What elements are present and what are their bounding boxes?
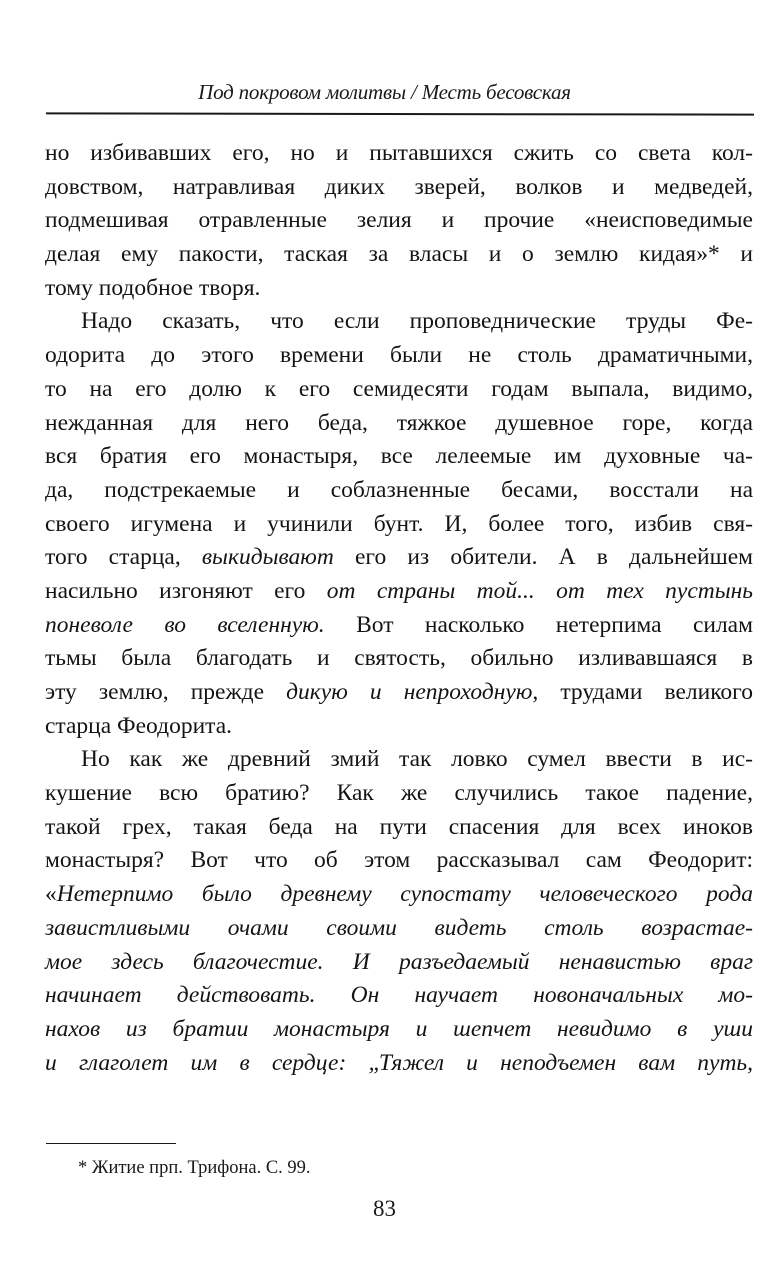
text-run: то на его долю к его семидесяти годам выпала, видимо, — [45, 375, 753, 402]
text-run: его из обители. А в дальнейшем — [333, 544, 754, 571]
text-run: Надо сказать, что если проповеднические труды Фе- — [81, 308, 753, 335]
text-run: делая ему пакости, таская за власы и о землю кидая»* и — [45, 241, 753, 268]
footnote-divider — [46, 1143, 176, 1144]
text-line — [45, 171, 753, 205]
text-line — [45, 373, 753, 407]
text-line — [45, 272, 753, 306]
running-header: Под покровом молитвы / Месть бесовская — [198, 80, 571, 104]
text-run: вся братия его монастыря, все лелеемые им духовные ча- — [45, 443, 753, 470]
text-run: тому подобное творя. — [45, 274, 261, 301]
text-line — [45, 642, 753, 676]
text-run: своего игумена и учинили бунт. И, более того, избив свя- — [45, 510, 753, 537]
text-run: да, подстрекаемые и соблазненные бесами, восстали на — [45, 476, 753, 503]
italic-text: начинает действовать. Он научает новоначальных мо- — [45, 982, 753, 1009]
footnote: * Житие прп. Трифона. С. 99. — [78, 1158, 311, 1178]
text-line — [45, 204, 753, 238]
text-line — [45, 710, 753, 744]
text-line — [45, 508, 753, 542]
text-line — [45, 676, 753, 710]
italic-text: нахов из братии монастыря и шепчет невидимо в уши — [45, 1015, 753, 1042]
text-run: довством, натравливая диких зверей, волков и медведей, — [45, 173, 753, 200]
text-line — [45, 979, 753, 1013]
text-line — [45, 305, 753, 339]
text-line — [45, 878, 753, 912]
italic-text: завистливыми очами своими видеть столь возрастае- — [45, 914, 753, 941]
header-divider — [46, 112, 754, 115]
main-text — [45, 137, 753, 1080]
text-run: насильно изгоняют его — [45, 577, 327, 604]
italic-text: и глаголет им в сердце: „Тяжел и неподъемен вам путь, — [45, 1049, 753, 1076]
text-run: того старца, — [45, 544, 202, 571]
text-run: но избивавших его, но и пытавшихся сжить со света кол- — [45, 140, 753, 166]
italic-text: выкидывают — [201, 544, 334, 571]
text-run: Вот насколько нетерпима силам — [324, 611, 753, 638]
text-run: подмешивая отравленные зелия и прочие «неисповедимые — [45, 207, 753, 234]
text-line — [45, 339, 753, 373]
text-run: кушение всю братию? Как же случились такое падение, — [45, 780, 753, 807]
text-run: старца Феодорита. — [45, 712, 233, 739]
text-run: , трудами великого — [532, 679, 753, 705]
text-line — [45, 1047, 753, 1081]
text-line — [45, 946, 753, 980]
text-line — [45, 137, 753, 171]
text-run: тьмы была благодать и святость, обильно изливавшаяся в — [45, 645, 753, 672]
italic-text: дикую и непроходную — [286, 679, 533, 705]
text-line — [45, 407, 753, 441]
text-run: Но как же древний змий так ловко сумел ввести в ис- — [81, 746, 753, 773]
text-line — [45, 743, 753, 777]
text-line — [45, 912, 753, 946]
text-line — [45, 1013, 753, 1047]
text-line — [45, 811, 753, 845]
text-run: одорита до этого времени были не столь драматичными, — [45, 342, 753, 369]
text-line — [45, 575, 753, 609]
text-run: нежданная для него беда, тяжкое душевное горе, когда — [45, 409, 753, 436]
text-line — [45, 777, 753, 811]
text-run: « — [45, 881, 57, 908]
text-line — [45, 609, 753, 643]
text-line — [45, 440, 753, 474]
text-line — [45, 844, 753, 878]
italic-text: Нетерпимо было древнему супостату человеческого рода — [56, 881, 753, 908]
text-line — [45, 541, 753, 575]
italic-text: от страны той... от тех пустынь — [326, 577, 753, 604]
italic-text: мое здесь благочестие. И разъедаемый ненавистью враг — [45, 948, 753, 975]
text-run: такой грех, такая беда на пути спасения для всех иноков — [45, 813, 753, 840]
italic-text: поневоле во вселенную. — [45, 611, 325, 638]
text-line — [45, 238, 753, 272]
text-line — [45, 474, 753, 508]
text-run: монастыря? Вот что об этом рассказывал сам Феодорит: — [45, 847, 753, 874]
page-number: 83 — [373, 1196, 396, 1221]
text-run: эту землю, прежде — [45, 679, 287, 705]
